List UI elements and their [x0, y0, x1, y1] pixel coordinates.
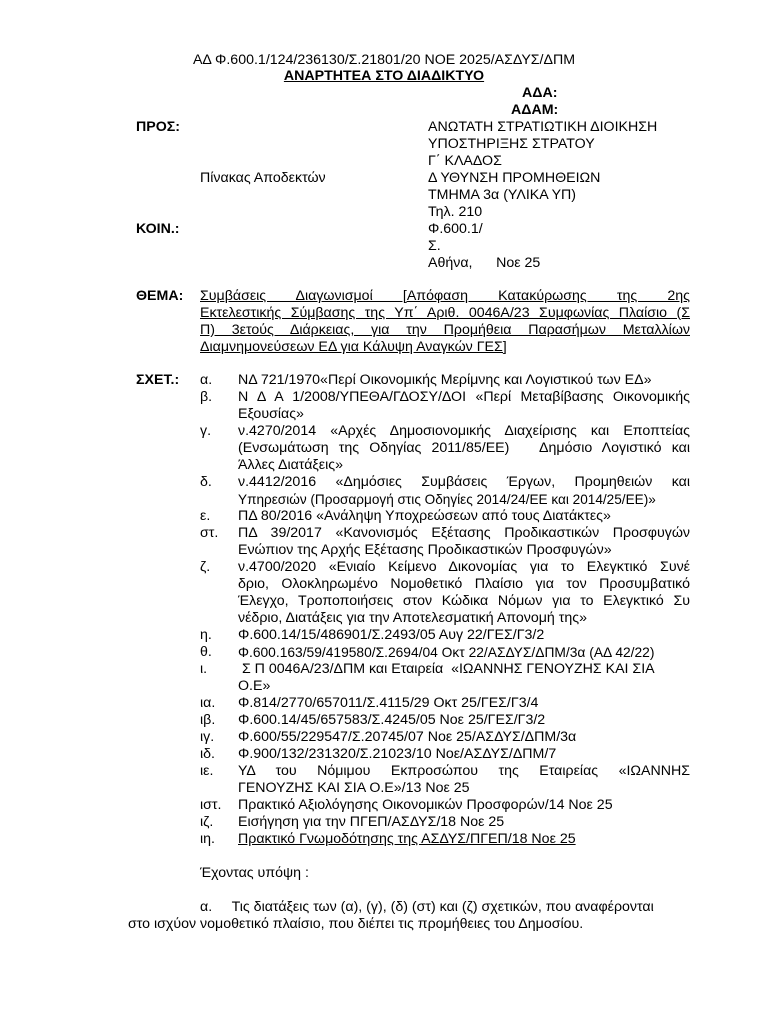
reference-text: Πρακτικό Γνωμοδότησης της ΑΣΔΥΣ/ΠΓΕΠ/18 Νοε 25 [238, 831, 576, 847]
reference-key: ιγ. [200, 729, 215, 745]
phone-line: Τηλ. 210 [428, 204, 483, 220]
subject-line: Π) 3ετούς Διάρκειας, για την Προμήθεια Παρασήμων Μεταλλίων [200, 322, 690, 338]
reference-key: ζ. [200, 559, 211, 575]
reference-key: θ. [200, 644, 212, 660]
reference-key: ιβ. [200, 712, 216, 728]
reference-key: ια. [200, 695, 216, 711]
reference-text: Έλεγχο, Τροποποιήσεις στον Κώδικα Νόμων για το Ελεγκτικό Συ [238, 593, 690, 609]
reference-text: ΝΔ 721/1970«Περί Οικονομικής Μερίμνης και Λογιστικού των ΕΔ» [238, 372, 652, 388]
reference-key: ιε. [200, 763, 214, 779]
subject-line: Συμβάσεις Διαγωνισμοί [Απόφαση Κατακύρωσης της 2ης [200, 288, 690, 304]
reference-text: δριο, Ολοκληρωμένο Νομοθετικό Πλαίσιο για τον Προσυμβατικό [238, 576, 690, 592]
department-line: ΤΜΗΜΑ 3α (ΥΛΙΚΑ ΥΠ) [428, 187, 577, 203]
references-label: ΣΧΕΤ.: [136, 372, 180, 388]
to-label: ΠΡΟΣ: [136, 119, 180, 135]
serial-number: Σ. [428, 238, 441, 254]
reference-text: Φ.600.14/15/486901/Σ.2493/05 Αυγ 22/ΓΕΣ/Γ3/2 [238, 627, 545, 643]
ada-label: ΑΔΑ: [522, 85, 558, 101]
reference-text: ν.4412/2016 «Δημόσιες Συμβάσεις Έργων, Προμηθειών και [238, 474, 690, 490]
reference-key: στ. [200, 525, 219, 541]
subject-line: Εκτελεστικής Σύμβασης της Υπ΄ Αριθ. 0046Α/23 Συμφωνίας Πλαίσιο (Σ [200, 305, 690, 321]
reference-text: Εξουσίας» [238, 406, 304, 422]
reference-text: Ενώπιον της Αρχής Εξέτασης Προδικαστικών Προσφυγών» [238, 542, 612, 558]
reference-key: ιδ. [200, 746, 215, 762]
recipients-table-label: Πίνακας Αποδεκτών [200, 170, 326, 186]
document-reference: ΑΔ Φ.600.1/124/236130/Σ.21801/20 ΝΟΕ 2025/ΑΣΔΥΣ/ΔΠΜ [192, 52, 576, 68]
reference-text: Φ.600/55/229547/Σ.20745/07 Νοε 25/ΑΣΔΥΣ/ΔΠΜ/3α [238, 729, 577, 745]
to-line: Γ΄ ΚΛΑΔΟΣ [428, 153, 502, 169]
to-line: ΑΝΩΤΑΤΗ ΣΤΡΑΤΙΩΤΙΚΗ ΔΙΟΙΚΗΣΗ [428, 119, 658, 135]
reference-text: Ν Δ Α 1/2008/ΥΠΕΘΑ/ΓΔΟΣΥ/ΔΟΙ «Περί Μεταβίβασης Οικονομικής [238, 389, 690, 405]
reference-text: ΓΕΝΟΥΖΗΣ ΚΑΙ ΣΙΑ Ο.Ε»/13 Νοε 25 [238, 780, 470, 796]
reference-key: ιζ. [200, 814, 214, 830]
reference-text: νέδριο, Διατάξεις για την Αποτελεσματική Απονομή της» [238, 610, 587, 626]
to-line: ΥΠΟΣΤΗΡΙΞΗΣ ΣΤΡΑΤΟΥ [428, 136, 595, 152]
paragraph-a-line: στο ισχύον νομοθετικό πλαίσιο, που διέπει τις προμήθειες του Δημοσίου. [128, 916, 584, 932]
reference-key: γ. [200, 423, 212, 439]
department-line: Δ ΥΘΥΝΣΗ ΠΡΟΜΗΘΕΙΩΝ [428, 170, 601, 186]
paragraph-a-line: α. Τις διατάξεις των (α), (γ), (δ) (στ) και (ζ) σχετικών, που αναφέρονται [200, 899, 654, 915]
reference-text: (Ενσωμάτωση της Οδηγίας 2011/85/ΕΕ) Δημόσιο Λογιστικό και [238, 440, 690, 456]
publish-online-notice: ΑΝΑΡΤΗΤΕΑ ΣΤΟ ΔΙΑΔΙΚΤΥΟ [283, 68, 485, 84]
reference-text: ν.4700/2020 «Ενιαίο Κείμενο Δικονομίας για το Ελεγκτικό Συνέ [238, 559, 690, 575]
reference-key: ιστ. [200, 797, 222, 813]
adam-label: ΑΔΑΜ: [511, 102, 559, 118]
reference-text: ΠΔ 39/2017 «Κανονισμός Εξέτασης Προδικαστικών Προσφυγών [238, 525, 690, 541]
reference-key: δ. [200, 474, 212, 490]
reference-key: α. [200, 372, 213, 388]
reference-key: ιη. [200, 831, 215, 847]
reference-text: ΠΔ 80/2016 «Ανάληψη Υποχρεώσεων από τους Διατάκτες» [238, 508, 611, 524]
reference-key: η. [200, 627, 212, 643]
reference-text: Φ.600.163/59/419580/Σ.2694/04 Οκτ 22/ΑΣΔΥΣ/ΔΠΜ/3α (ΑΔ 42/22) [238, 645, 655, 660]
reference-text: ΥΔ του Νόμιμου Εκπροσώπου της Εταιρείας «ΙΩΑΝΝΗΣ [238, 763, 690, 779]
cc-label: ΚΟΙΝ.: [136, 221, 180, 237]
reference-text: Εισήγηση για την ΠΓΕΠ/ΑΣΔΥΣ/18 Νοε 25 [238, 814, 505, 830]
considering-heading: Έχοντας υπόψη : [200, 865, 309, 881]
subject-line: Διαμνημονεύσεων ΕΔ για Κάλυψη Αναγκών ΓΕΣ] [200, 339, 507, 355]
reference-text: Πρακτικό Αξιολόγησης Οικονομικών Προσφορών/14 Νοε 25 [238, 797, 613, 813]
reference-text: Φ.814/2770/657011/Σ.4115/29 Οκτ 25/ΓΕΣ/Γ3/4 [238, 695, 539, 711]
reference-text: Υπηρεσιών (Προσαρμογή στις Οδηγίες 2014/24/ΕΕ και 2014/25/ΕΕ)» [238, 492, 656, 507]
subject-label: ΘΕΜΑ: [136, 288, 184, 304]
reference-text: Άλλες Διατάξεις» [238, 457, 343, 473]
reference-text: Ο.Ε» [238, 678, 271, 694]
reference-key: ι. [200, 661, 208, 677]
reference-key: β. [200, 389, 213, 405]
place-date: Αθήνα, Νοε 25 [428, 255, 541, 271]
reference-key: ε. [200, 508, 211, 524]
reference-text: ν.4270/2014 «Αρχές Δημοσιονομικής Διαχείρισης και Εποπτείας [238, 423, 690, 439]
reference-text: Φ.600.14/45/657583/Σ.4245/05 Νοε 25/ΓΕΣ/Γ3/2 [238, 712, 546, 728]
reference-text: Σ Π 0046Α/23/ΔΠΜ και Εταιρεία «ΙΩΑΝΝΗΣ ΓΕΝΟΥΖΗΣ ΚΑΙ ΣΙΑ [238, 661, 655, 677]
reference-text: Φ.900/132/231320/Σ.21023/10 Νοε/ΑΣΔΥΣ/ΔΠΜ/7 [238, 746, 557, 762]
file-number: Φ.600.1/ [428, 221, 483, 237]
